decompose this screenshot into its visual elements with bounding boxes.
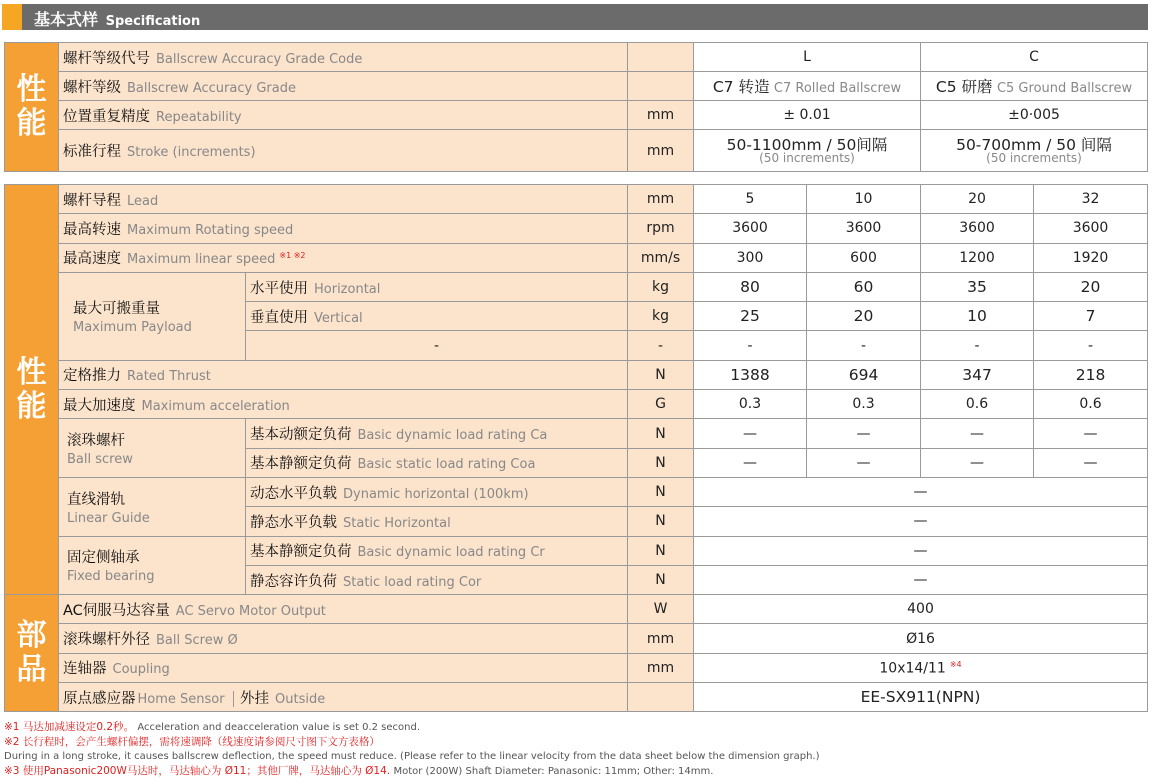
value-cell: — [694,477,1148,506]
value-cell: 300 [694,243,807,272]
row-label: 最高速度 Maximum linear speed $^{※1 ※2}$ [59,243,628,272]
unit-cell: N [628,565,694,594]
footnote-2: ※2 长行程时，会产生螺杆偏摆，需将速调降（线速度请参阅尺寸图下文方表格） [4,736,380,748]
row-group-label: 滚珠螺杆 Ball screw [59,419,246,478]
value-cell: — [921,448,1034,477]
accuracy-spec-table [4,42,1148,172]
row-label: 原点感应器 Home Sensor 外挂 Outside [59,683,628,712]
value-cell: — [1034,419,1148,448]
table-row [5,595,1148,624]
value-cell: Ø16 [694,624,1148,653]
table-row [5,130,1148,172]
row-group-label: 最大可搬重量 Maximum Payload [59,272,246,360]
unit-cell: mm/s [628,243,694,272]
value-cell: 25 [694,302,807,331]
row-label: AC伺服马达容量 AC Servo Motor Output [59,595,628,624]
section-title [34,7,200,30]
value-cell: 0.3 [807,390,921,419]
row-group-label: 固定侧轴承 Fixed bearing [59,536,246,595]
row-label: - [246,331,628,360]
value-cell: — [921,419,1034,448]
section-title-en: Specification [105,14,201,29]
row-label: 基本静额定负荷 Basic static load rating Coa [246,448,628,477]
unit-cell: rpm [628,214,694,243]
unit-cell: - [628,331,694,360]
value-cell: 218 [1034,360,1148,389]
value-cell: — [694,448,807,477]
row-label: 滚珠螺杆外径 Ball Screw Ø [59,624,628,653]
value-cell: 10x14/11 $^{※4}$ [694,653,1148,682]
unit-cell: G [628,390,694,419]
header-accent-block [2,4,22,30]
value-cell: — [807,448,921,477]
value-cell: 3600 [807,214,921,243]
footnotes [4,720,1144,778]
value-cell: ± 0.01 [694,101,921,130]
unit-cell: W [628,595,694,624]
value-cell: 10 [921,302,1034,331]
row-label: 基本静额定负荷 Basic dynamic load rating Cr [246,536,628,565]
value-cell: 80 [694,272,807,301]
value-cell: — [694,507,1148,536]
row-label: 最高转速 Maximum Rotating speed [59,214,628,243]
row-label: 垂直使用 Vertical [246,302,628,331]
value-cell: — [807,419,921,448]
row-label: 连轴器 Coupling [59,653,628,682]
value-cell: 0.6 [1034,390,1148,419]
unit-cell: N [628,536,694,565]
footnote-2-en: During in a long stroke, it causes ballscrew deflection, the speed must reduce. (Please refer to the linear velocity from the data sheet below the dimension graph.) [4,751,820,762]
unit-cell: N [628,360,694,389]
table-row [5,72,1148,101]
unit-cell: mm [628,130,694,172]
value-cell: 0.6 [921,390,1034,419]
value-cell: L [694,43,921,72]
value-cell: 1200 [921,243,1034,272]
section-title-zh: 基本式样 [34,10,99,29]
performance-spec-table [4,184,1148,712]
value-cell: 10 [807,185,921,214]
row-label: 螺杆等级代号 Ballscrew Accuracy Grade Code [59,43,628,72]
value-cell: — [694,536,1148,565]
value-cell: C5 研磨 C5 Ground Ballscrew [921,72,1148,101]
footnote-1: ※1 马达加减速设定0.2秒。 Acceleration and deacceleration value is set 0.2 second. [4,721,420,733]
row-label: 螺杆导程 Lead [59,185,628,214]
category-performance: 性能 [5,43,59,172]
table-row [5,390,1148,419]
unit-cell: N [628,477,694,506]
value-cell: 1388 [694,360,807,389]
table-row [5,536,1148,565]
table-row [5,214,1148,243]
value-cell: ±0·005 [921,101,1148,130]
unit-cell: kg [628,302,694,331]
table-row [5,624,1148,653]
unit-cell: mm [628,101,694,130]
row-label: 静态容许负荷 Static load rating Cor [246,565,628,594]
row-label: 动态水平负载 Dynamic horizontal (100km) [246,477,628,506]
row-group-label: 直线滑轨 Linear Guide [59,477,246,536]
table-row [5,43,1148,72]
value-cell: — [1034,448,1148,477]
value-cell: 694 [807,360,921,389]
row-label: 静态水平负载 Static Horizontal [246,507,628,536]
value-cell: - [694,331,807,360]
value-cell: — [694,419,807,448]
row-label: 最大加速度 Maximum acceleration [59,390,628,419]
row-label: 螺杆等级 Ballscrew Accuracy Grade [59,72,628,101]
value-cell: 0.3 [694,390,807,419]
value-cell: 3600 [921,214,1034,243]
value-cell: - [1034,331,1148,360]
value-cell: 347 [921,360,1034,389]
unit-cell [628,683,694,712]
value-cell: 60 [807,272,921,301]
unit-cell: N [628,448,694,477]
value-cell: 1920 [1034,243,1148,272]
table-row [5,185,1148,214]
value-cell: 32 [1034,185,1148,214]
value-cell: 20 [1034,272,1148,301]
footnote-3: ※3 使用Panasonic200W马达时，马达轴心为 Ø11；其他厂牌，马达轴心为 Ø14. Motor (200W) Shaft Diameter: Panasonic: 11mm; Other: 14mm. [4,765,714,777]
value-cell: 35 [921,272,1034,301]
table-row [5,477,1148,506]
value-cell: 20 [921,185,1034,214]
value-cell: — [694,565,1148,594]
value-cell: 3600 [1034,214,1148,243]
unit-cell: N [628,507,694,536]
row-label: 基本动额定负荷 Basic dynamic load rating Ca [246,419,628,448]
table-row [5,683,1148,712]
value-cell: 20 [807,302,921,331]
value-cell: 400 [694,595,1148,624]
value-cell: EE-SX911(NPN) [694,683,1148,712]
value-cell: 5 [694,185,807,214]
value-cell: 50-700mm / 50 间隔 (50 increments) [921,130,1148,172]
row-label: 位置重复精度 Repeatability [59,101,628,130]
value-cell: - [807,331,921,360]
value-cell: - [921,331,1034,360]
value-cell: C7 转造 C7 Rolled Ballscrew [694,72,921,101]
value-cell: 3600 [694,214,807,243]
unit-cell [628,72,694,101]
table-row [5,243,1148,272]
category-parts: 部品 [5,595,59,712]
unit-cell: mm [628,185,694,214]
value-cell: 50-1100mm / 50间隔 (50 increments) [694,130,921,172]
table-row [5,101,1148,130]
category-performance: 性能 [5,185,59,595]
unit-cell: kg [628,272,694,301]
value-cell: 7 [1034,302,1148,331]
table-row [5,272,1148,301]
unit-cell: mm [628,653,694,682]
row-label: 标准行程 Stroke (increments) [59,130,628,172]
value-cell: C [921,43,1148,72]
row-label: 水平使用 Horizontal [246,272,628,301]
table-row [5,653,1148,682]
unit-cell: N [628,419,694,448]
unit-cell: mm [628,624,694,653]
row-label: 定格推力 Rated Thrust [59,360,628,389]
value-cell: 600 [807,243,921,272]
table-row [5,360,1148,389]
unit-cell [628,43,694,72]
table-row [5,419,1148,448]
